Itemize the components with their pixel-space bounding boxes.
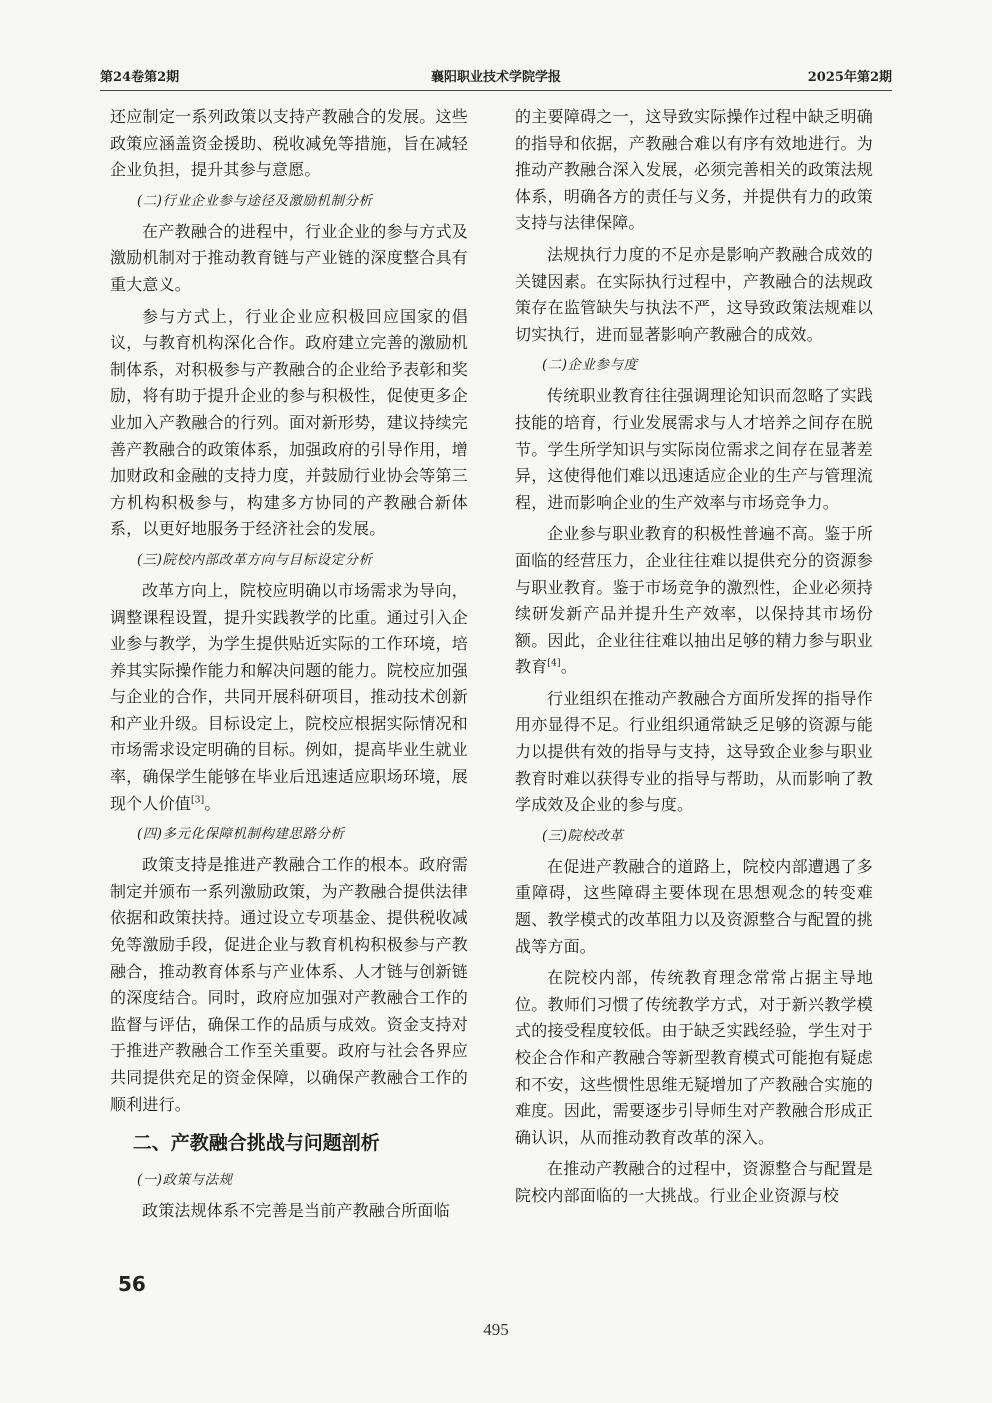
citation-ref: [4]: [547, 658, 561, 669]
paragraph: 政策法规体系不完善是当前产教融合所面临: [142, 1201, 450, 1221]
header-journal-title: 襄阳职业技术学院学报: [430, 70, 561, 85]
paragraph: [110, 578, 468, 817]
subsection-heading: (三)院校改革: [542, 827, 624, 844]
subsection-heading: (一)政策与法规: [137, 1172, 233, 1189]
footer-page-number: 495: [483, 1320, 509, 1339]
paragraph: 还应制定一系列政策以支持产教融合的发展。这些政策应涵盖资金援助、税收减免等措施，旨在减轻企业负担，提升其参与意愿。: [110, 107, 468, 180]
subsection-heading: (二)企业参与度: [542, 357, 638, 374]
left-column: [110, 104, 468, 1230]
paragraph: [515, 521, 873, 681]
paragraph: 行业组织在推动产教融合方面所发挥的指导作用亦显得不足。行业组织通常缺乏足够的资源与能力以提供有效的指导与支持，这导致企业参与职业教育时难以获得专业的指导与帮助，从而影响了教学成效及企业的参与度。: [515, 688, 873, 815]
subsection-heading: (四)多元化保障机制构建思路分析: [137, 826, 345, 843]
citation-ref: [3]: [191, 795, 205, 806]
paragraph: 的主要障碍之一，这导致实际操作过程中缺乏明确的指导和依据，产教融合难以有序有效地进行。为推动产教融合深入发展，必须完善相关的政策法规体系，明确各方的责任与义务，并提供有力的政策支持与法律保障。: [515, 107, 873, 233]
section-heading: 二、产教融合挑战与问题剖析: [132, 1132, 380, 1155]
paragraph-text: 企业参与职业教育的积极性普遍不高。鉴于所面临的经营压力，企业往往难以提供充分的资源参与职业教育。鉴于市场竞争的激烈性，企业必须持续研发新产品并提升生产效率，以保持其市场份额。因此，企业往往难以抽出足够的精力参与职业教育: [515, 524, 873, 677]
subsection-heading: (三)院校内部改革方向与目标设定分析: [137, 551, 373, 568]
paragraph-end: 。: [560, 657, 577, 677]
paragraph: 参与方式上，行业企业应积极回应国家的倡议，与教育机构深化合作。政府建立完善的激励机制体系，对积极参与产教融合的企业给予表彰和奖励，将有助于提升企业的参与积极性，促使更多企业加入产教融合的行列。面对新形势，建议持续完善产教融合的政策体系，加强政府的引导作用，增加财政和金融的支持力度，并鼓励行业协会等第三方机构积极参与，构建多方协同的产教融合新体系，以更好地服务于经济社会的发展。: [110, 306, 468, 539]
paragraph: 在促进产教融合的道路上，院校内部遭遇了多重障碍，这些障碍主要体现在思想观念的转变难题、教学模式的改革阻力以及资源整合与配置的挑战等方面。: [515, 856, 873, 956]
paragraph-end: 。: [204, 793, 221, 813]
paragraph: 传统职业教育往往强调理论知识而忽略了实践技能的培育，行业发展需求与人才培养之间存在脱节。学生所学知识与实际岗位需求之间存在显著差异，这使得他们难以迅速适应企业的生产与管理流程，进而影响企业的生产效率与市场竞争力。: [515, 386, 873, 512]
page-number: 56: [118, 1272, 146, 1296]
paragraph: 在产教融合的进程中，行业企业的参与方式及激励机制对于推动教育链与产业链的深度整合具有重大意义。: [110, 221, 468, 294]
header-volume: 第24卷第2期: [100, 70, 180, 85]
paragraph: 在推动产教融合的过程中，资源整合与配置是院校内部面临的一大挑战。行业企业资源与校: [515, 1159, 873, 1205]
paragraph: 法规执行力度的不足亦是影响产教融合成效的关键因素。在实际执行过程中，产教融合的法规政策存在监管缺失与执法不严，这导致政策法规难以切实执行，进而显著影响产教融合的成效。: [515, 244, 873, 344]
paragraph-text: 改革方向上，院校应明确以市场需求为导向，调整课程设置，提升实践教学的比重。通过引入企业参与教学，为学生提供贴近实际的工作环境，培养其实际操作能力和解决问题的能力。院校应加强与企业的合作，共同开展科研项目，推动技术创新和产业升级。目标设定上，院校应根据实际情况和市场需求设定明确的目标。例如，提高毕业生就业率，确保学生能够在毕业后迅速适应职场环境，展现个人价值: [110, 580, 468, 813]
header-year-issue: 2025年第2期: [807, 70, 892, 85]
header-rule: [100, 90, 892, 91]
subsection-heading: (二)行业企业参与途径及激励机制分析: [137, 192, 373, 209]
paragraph: 在院校内部，传统教育理念常常占据主导地位。教师们习惯了传统教学方式，对于新兴教学模式的接受程度较低。由于缺乏实践经验，学生对于校企合作和产教融合等新型教育模式可能抱有疑虑和不安，这些惯性思维无疑增加了产教融合实施的难度。因此，需要逐步引导师生对产教融合形成正确认识，从而推动教育改革的深入。: [515, 968, 873, 1147]
running-header: [100, 64, 892, 86]
paragraph: 政策支持是推进产教融合工作的根本。政府需制定并颁布一系列激励政策，为产教融合提供法律依据和政策扶持。通过设立专项基金、提供税收减免等激励手段，促进企业与教育机构积极参与产教融合，推动教育体系与产业体系、人才链与创新链的深度结合。同时，政府应加强对产教融合工作的监督与评估，确保工作的品质与成效。资金支持对于推进产教融合工作至关重要。政府与社会各界应共同提供充足的资金保障，以确保产教融合工作的顺利进行。: [110, 855, 468, 1114]
right-column: [515, 104, 873, 1215]
